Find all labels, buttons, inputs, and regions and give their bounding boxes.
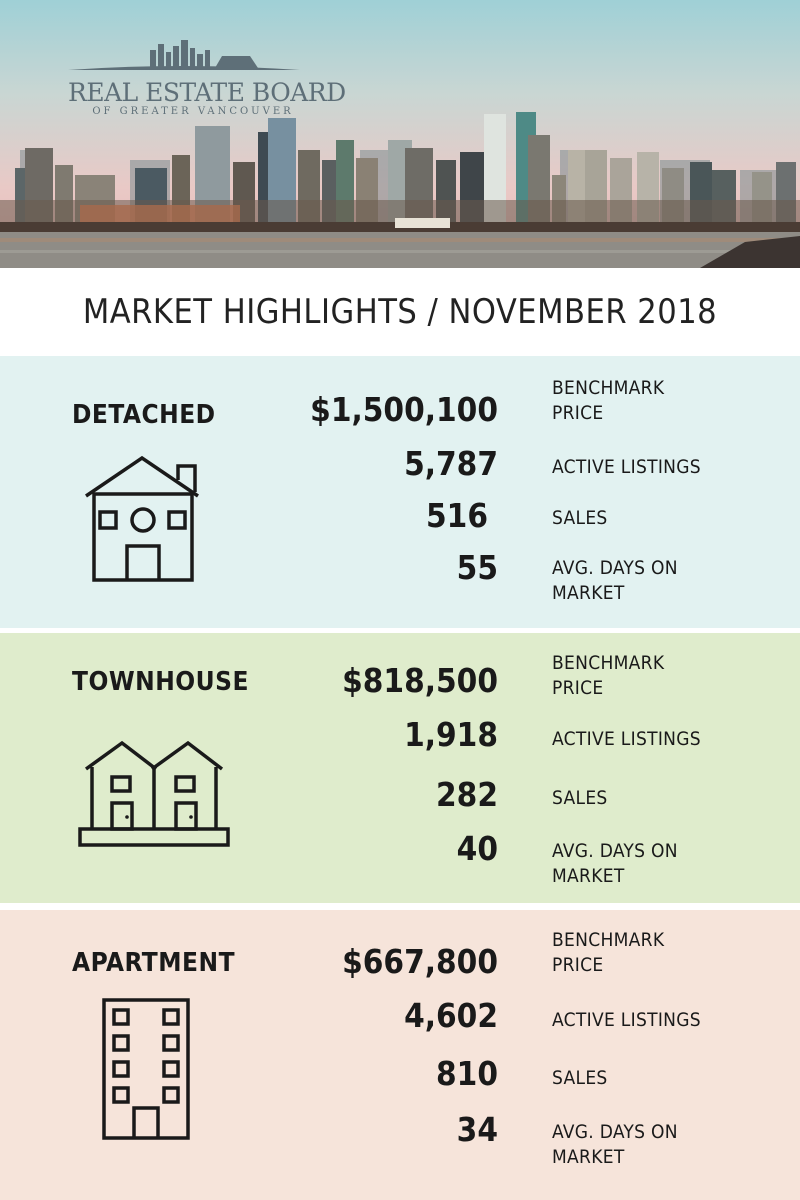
benchmark-price-value: $667,800 xyxy=(342,942,498,981)
logo-title: REAL ESTATE BOARD xyxy=(68,78,346,107)
section-title: DETACHED xyxy=(72,400,216,430)
benchmark-price-value: $818,500 xyxy=(342,661,498,700)
active-listings-value: 1,918 xyxy=(404,715,498,754)
avg-days-label: AVG. DAYS ON MARKET xyxy=(552,557,678,604)
benchmark-price-label: BENCHMARK PRICE xyxy=(552,377,665,424)
skyline-header-image xyxy=(0,0,800,268)
detached-section xyxy=(0,356,800,628)
avg-days-label: AVG. DAYS ON MARKET xyxy=(552,840,678,887)
sales-value: 516 xyxy=(426,496,488,535)
page-title: MARKET HIGHLIGHTS / NOVEMBER 2018 xyxy=(82,292,718,332)
sales-label: SALES xyxy=(552,787,608,809)
avg-days-label: AVG. DAYS ON MARKET xyxy=(552,1121,678,1168)
section-title: TOWNHOUSE xyxy=(72,667,250,697)
house-icon xyxy=(84,454,202,584)
apartment-section xyxy=(0,910,800,1200)
benchmark-price-label: BENCHMARK PRICE xyxy=(552,929,665,976)
section-title: APARTMENT xyxy=(72,948,236,978)
active-listings-label: ACTIVE LISTINGS xyxy=(552,456,701,478)
logo-subtitle: OF GREATER VANCOUVER xyxy=(92,106,294,117)
avg-days-value: 40 xyxy=(456,829,498,868)
real-estate-board-logo xyxy=(68,36,346,124)
active-listings-value: 5,787 xyxy=(404,444,498,483)
benchmark-price-label: BENCHMARK PRICE xyxy=(552,652,665,699)
apartment-building-icon xyxy=(100,996,192,1142)
active-listings-value: 4,602 xyxy=(404,996,498,1035)
active-listings-label: ACTIVE LISTINGS xyxy=(552,1009,701,1031)
sales-value: 810 xyxy=(436,1054,498,1093)
sales-value: 282 xyxy=(436,775,498,814)
benchmark-price-value: $1,500,100 xyxy=(310,390,498,429)
active-listings-label: ACTIVE LISTINGS xyxy=(552,728,701,750)
avg-days-value: 34 xyxy=(456,1110,498,1149)
townhouse-icon xyxy=(78,739,230,849)
sales-label: SALES xyxy=(552,1067,608,1089)
sales-label: SALES xyxy=(552,507,608,529)
townhouse-section xyxy=(0,633,800,903)
avg-days-value: 55 xyxy=(456,548,498,587)
